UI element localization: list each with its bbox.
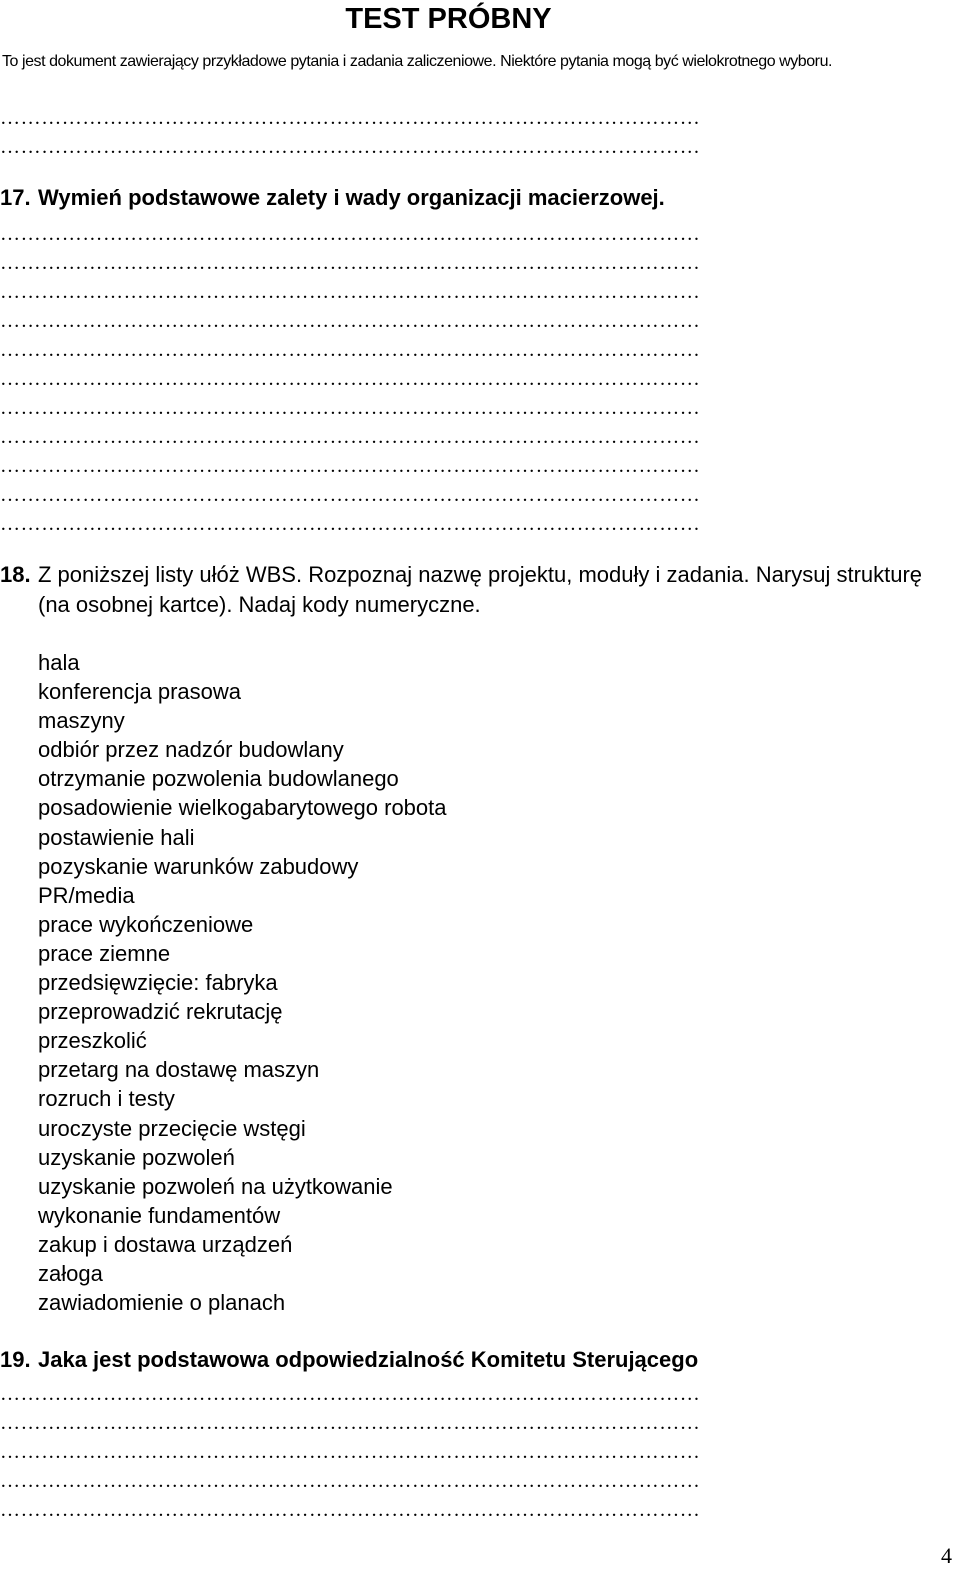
list-item: uzyskanie pozwoleń: [38, 1144, 235, 1170]
answer-line: …………………………………………………………………………………………: [0, 282, 701, 302]
answer-line: …………………………………………………………………………………………: [0, 1442, 701, 1462]
question-text: Wymień podstawowe zalety i wady organizacji macierzowej.: [38, 185, 665, 210]
answer-line: …………………………………………………………………………………………: [0, 137, 701, 157]
list-item: rozruch i testy: [38, 1086, 175, 1112]
list-item: uroczyste przecięcie wstęgi: [38, 1115, 306, 1141]
answer-line: …………………………………………………………………………………………: [0, 1471, 701, 1491]
answer-line: …………………………………………………………………………………………: [0, 485, 701, 505]
answer-line: …………………………………………………………………………………………: [0, 456, 701, 476]
list-item: wykonanie fundamentów: [38, 1202, 281, 1228]
answer-line: …………………………………………………………………………………………: [0, 108, 701, 128]
answer-line: …………………………………………………………………………………………: [0, 1500, 701, 1520]
answer-line: …………………………………………………………………………………………: [0, 340, 701, 360]
page-subtitle: To jest dokument zawierający przykładowe pytania i zadania zaliczeniowe. Niektóre pytania mogą być wielokrotnego wyboru.: [2, 53, 833, 70]
question-text: Z poniższej listy ułóż WBS. Rozpoznaj nazwę projektu, moduły i zadania. Narysuj strukturę (na osobnej kartce). Nadaj kody numeryczne.: [38, 562, 923, 617]
question-text: Jaka jest podstawowa odpowiedzialność Komitetu Sterującego: [38, 1347, 699, 1372]
list-item: załoga: [38, 1260, 103, 1286]
list-item: zawiadomienie o planach: [38, 1290, 286, 1316]
page-title: TEST PRÓBNY: [345, 3, 552, 35]
list-item: posadowienie wielkogabarytowego robota: [38, 795, 447, 821]
answer-line: …………………………………………………………………………………………: [0, 369, 701, 389]
question-number: 17.: [0, 185, 31, 210]
answer-line: …………………………………………………………………………………………: [0, 224, 701, 244]
list-item: zakup i dostawa urządzeń: [38, 1231, 293, 1257]
list-item: prace ziemne: [38, 940, 171, 966]
list-item: przeszkolić: [38, 1028, 147, 1054]
list-item: otrzymanie pozwolenia budowlanego: [38, 766, 399, 792]
question-number: 18.: [0, 562, 31, 587]
answer-line: …………………………………………………………………………………………: [0, 398, 701, 418]
list-item: prace wykończeniowe: [38, 911, 254, 937]
page-number: 4: [941, 1543, 952, 1568]
wbs-item-list: [38, 648, 638, 1317]
answer-line: …………………………………………………………………………………………: [0, 1413, 701, 1433]
list-item: odbiór przez nadzór budowlany: [38, 737, 344, 763]
list-item: konferencja prasowa: [38, 679, 242, 705]
list-item: przeprowadzić rekrutację: [38, 999, 283, 1025]
list-item: hala: [38, 650, 80, 675]
answer-line: …………………………………………………………………………………………: [0, 1384, 701, 1404]
list-item: przetarg na dostawę maszyn: [38, 1057, 320, 1083]
list-item: PR/media: [38, 882, 135, 908]
list-item: przedsięwzięcie: fabryka: [38, 970, 278, 996]
list-item: maszyny: [38, 708, 125, 734]
question-number: 19.: [0, 1347, 31, 1372]
answer-line: …………………………………………………………………………………………: [0, 427, 701, 447]
answer-line: …………………………………………………………………………………………: [0, 514, 701, 534]
answer-line: …………………………………………………………………………………………: [0, 253, 701, 273]
list-item: postawienie hali: [38, 824, 195, 850]
list-item: pozyskanie warunków zabudowy: [38, 853, 359, 879]
answer-line: …………………………………………………………………………………………: [0, 311, 701, 331]
list-item: uzyskanie pozwoleń na użytkowanie: [38, 1173, 393, 1199]
